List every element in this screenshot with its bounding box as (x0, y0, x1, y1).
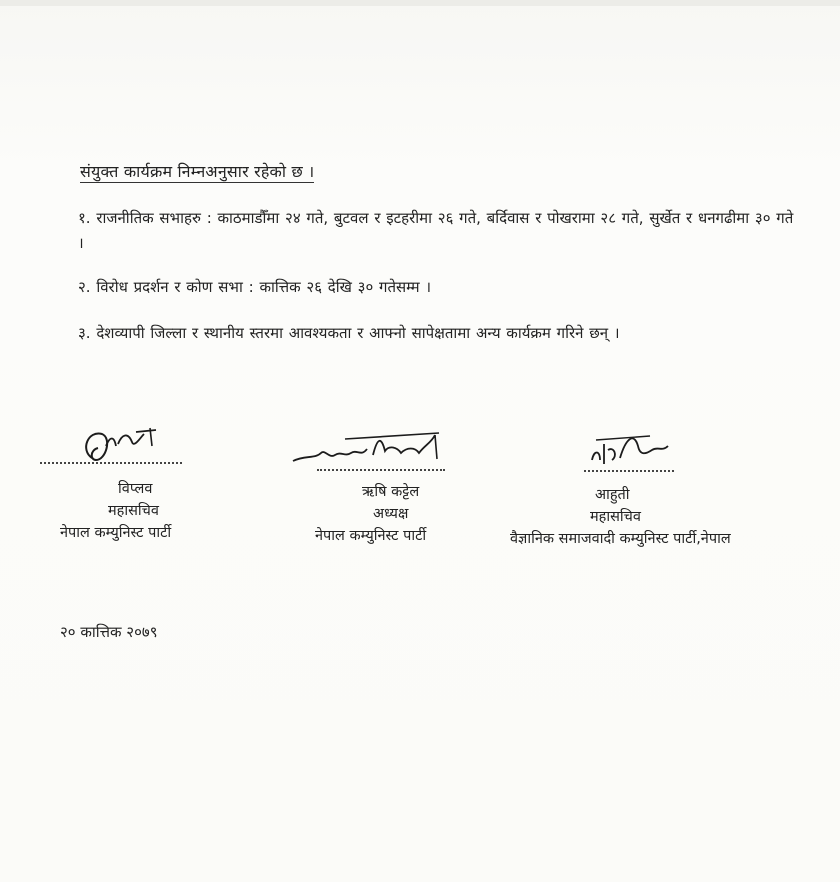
document-heading (80, 160, 314, 182)
signatory-title-2: अध्यक्ष (373, 506, 409, 522)
handwritten-signature-1 (40, 420, 240, 468)
program-item-nationwide: ३. देशव्यापी जिल्ला र स्थानीय स्तरमा आवश्यकता र आफ्नो सापेक्षतामा अन्य कार्यक्रम गरिने छन् । (78, 324, 620, 342)
signature-line-2 (317, 469, 445, 471)
document-date: २० कात्तिक २०७९ (60, 623, 158, 641)
program-item-rallies: १. राजनीतिक सभाहरु : काठमाडौँमा २४ गते, बुटवल र इटहरीमा २६ गते, बर्दिवास र पोखरामा २८ गते, सुर्खेत र धनगढीमा ३० गते । (78, 209, 794, 252)
heading-text: संयुक्त कार्यक्रम निम्नअनुसार रहेको छ । (80, 162, 315, 181)
signatory-title-3: महासचिव (590, 509, 641, 525)
signatory-name-1: विप्लव (118, 481, 153, 497)
signatory-party-3: वैज्ञानिक समाजवादी कम्युनिस्ट पार्टी,नेपाल (510, 531, 731, 547)
handwritten-signature-3 (500, 430, 810, 478)
scan-edge (0, 0, 840, 6)
handwritten-signature-2 (285, 425, 505, 473)
signature-line-1 (40, 462, 182, 464)
signatory-name-3: आहुती (595, 487, 630, 503)
signature-line-3 (584, 470, 674, 472)
signatory-title-1: महासचिव (108, 503, 159, 519)
signatory-block-1 (40, 420, 240, 541)
program-item-protest: २. विरोध प्रदर्शन र कोण सभा : कात्तिक २६ देखि ३० गतेसम्म । (78, 278, 432, 296)
signatory-block-3 (500, 430, 810, 547)
signatory-party-2: नेपाल कम्युनिस्ट पार्टी (315, 528, 427, 544)
signatory-name-2: ऋषि कट्टेल (362, 484, 420, 500)
signatory-party-1: नेपाल कम्युनिस्ट पार्टी (60, 525, 172, 541)
signatory-block-2 (285, 425, 505, 544)
